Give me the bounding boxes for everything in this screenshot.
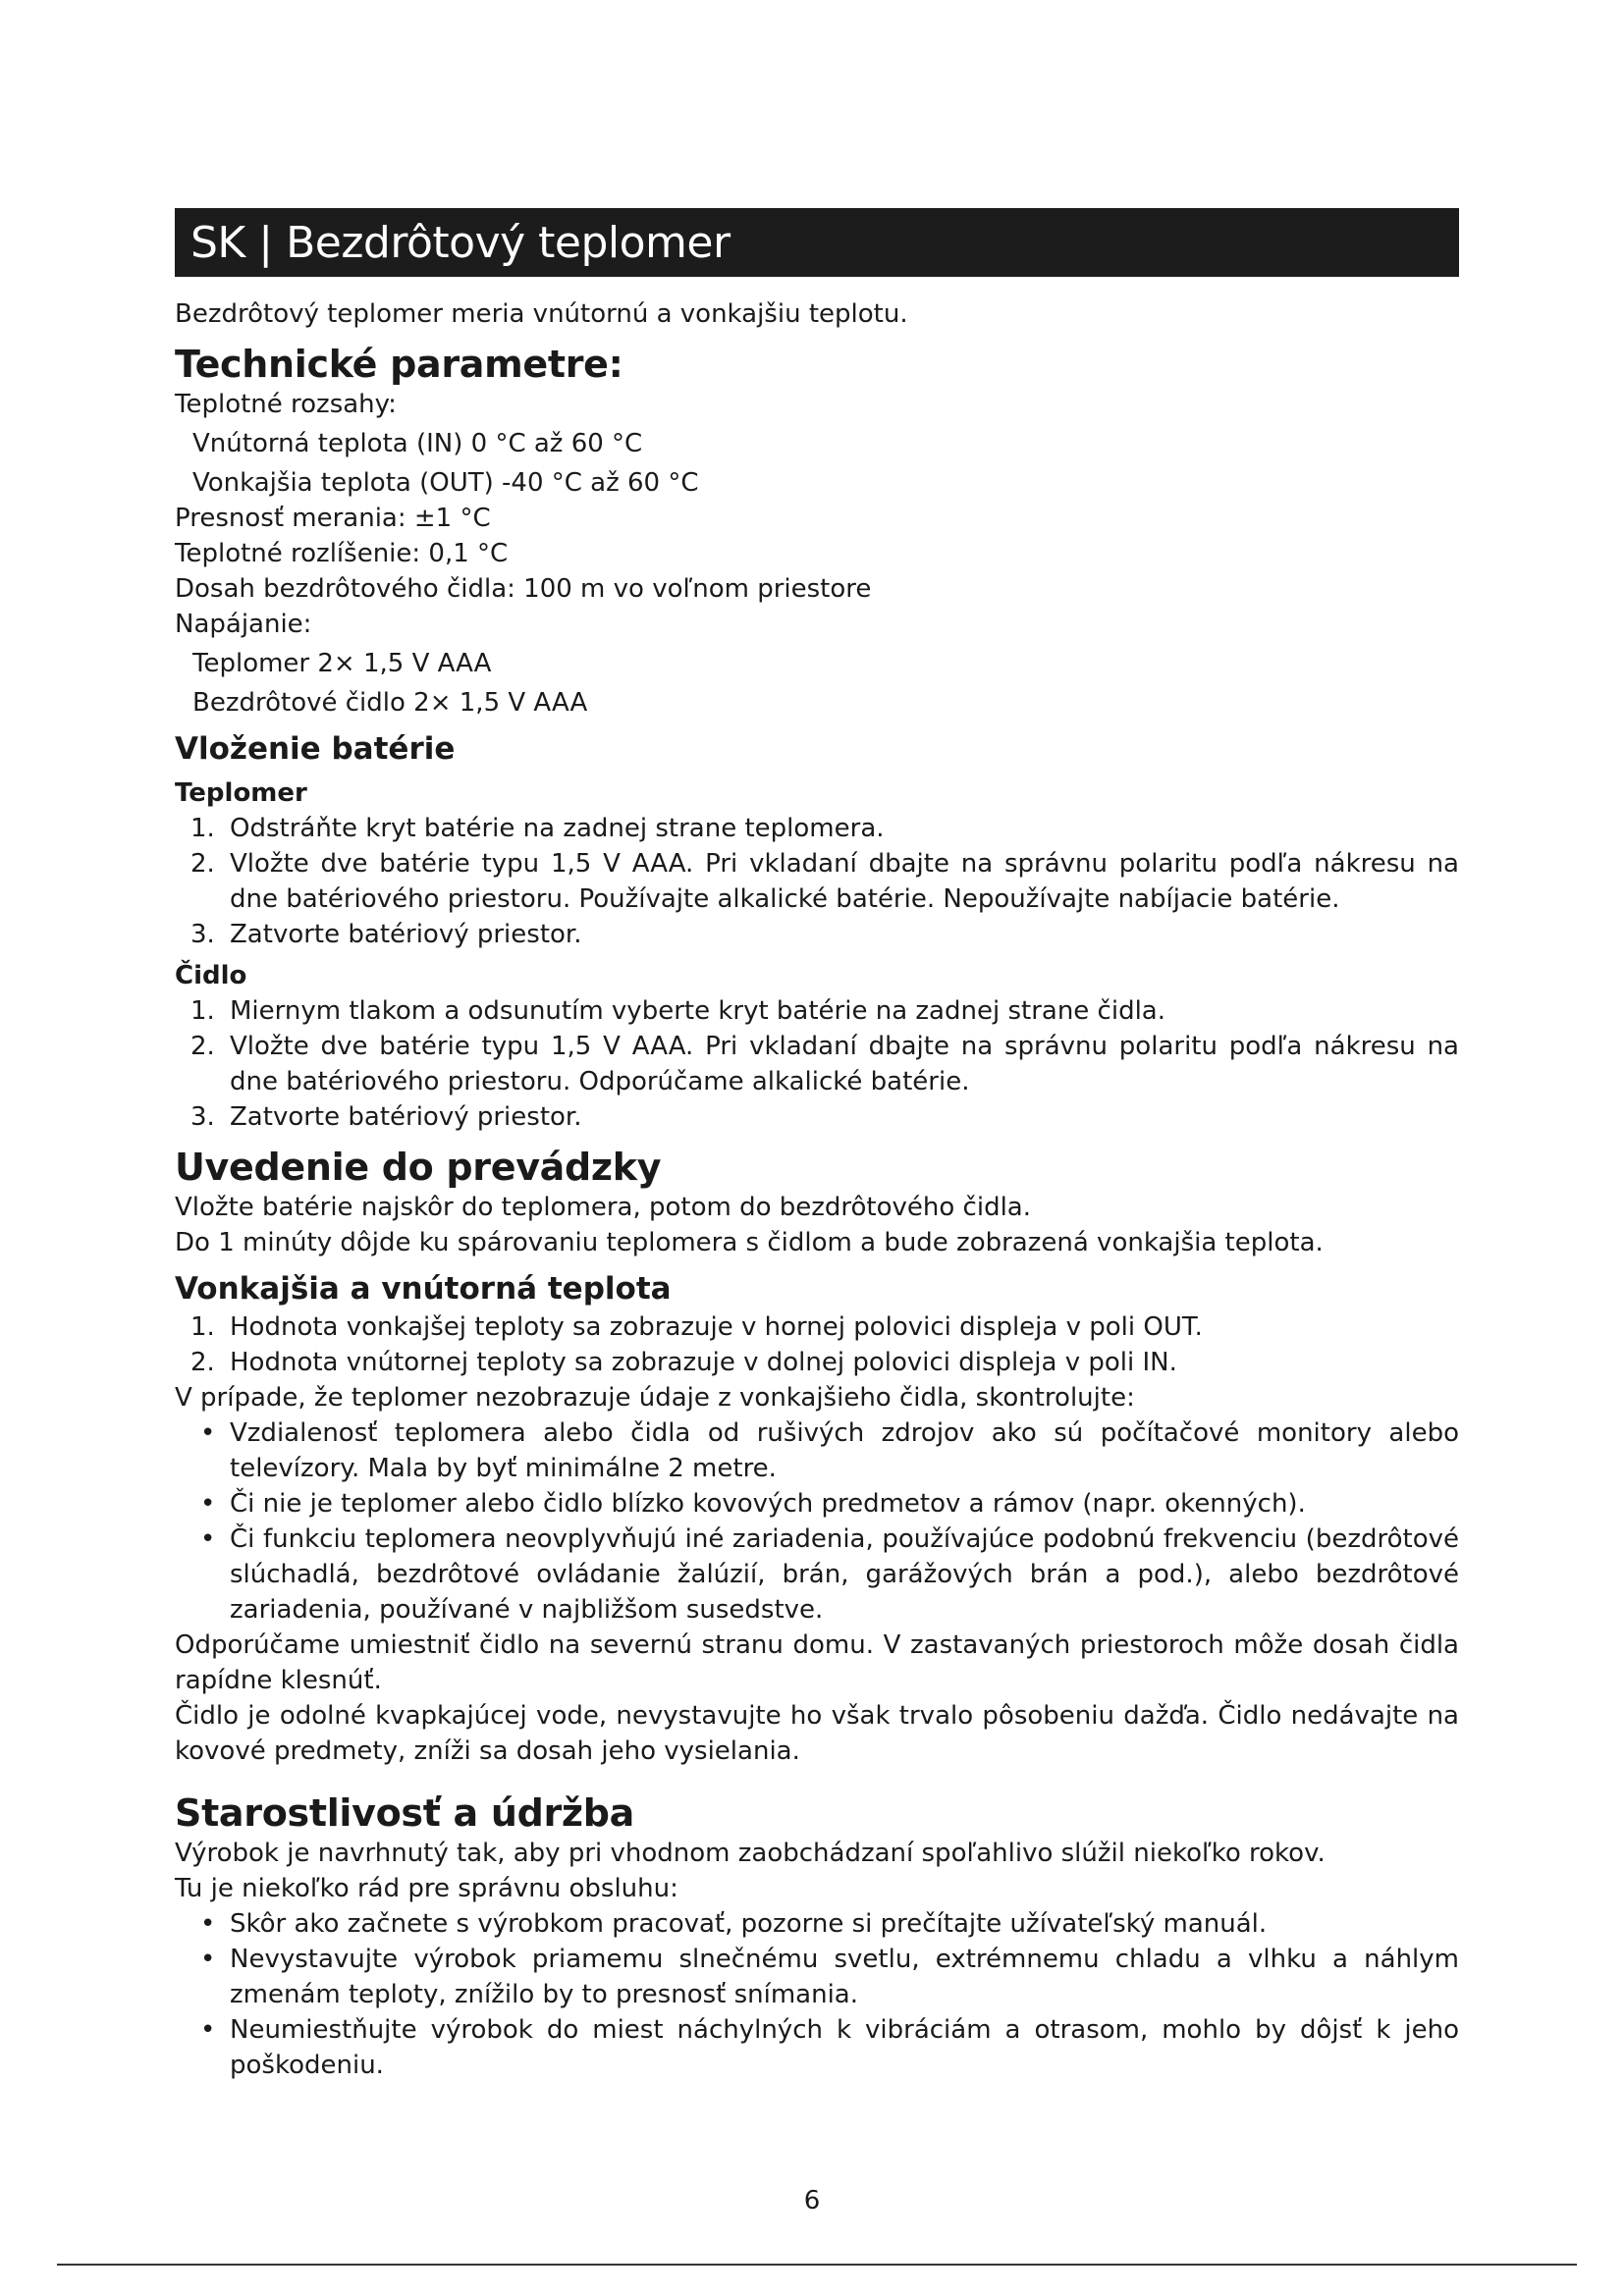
range-out: Vonkajšia teplota (OUT) -40 °C až 60 °C: [192, 468, 699, 498]
battery-sensor-heading: Čidlo: [175, 961, 247, 990]
list-item: 1. Hodnota vonkajšej teploty sa zobrazuje v hornej polovici displeja v poli OUT.: [190, 1312, 1203, 1342]
check-intro: V prípade, že teplomer nezobrazuje údaje z vonkajšieho čidla, skontrolujte:: [175, 1383, 1135, 1413]
resolution: Teplotné rozlíšenie: 0,1 °C: [175, 539, 509, 568]
waterproof-text: Čidlo je odolné kvapkajúcej vode, nevystavujte ho však trvalo pôsobeniu dažďa. Čidlo nedávajte na kovové predmety, zníži sa dosah jeho vysielania.: [175, 1701, 1459, 1766]
power-list: [175, 646, 1459, 721]
list-item: 1. Miernym tlakom a odsunutím vyberte kryt batérie na zadnej strane čidla.: [190, 996, 1165, 1026]
care-tips: [175, 1906, 1459, 2083]
battery-heading: Vloženie batérie: [175, 731, 456, 767]
list-item: 1. Odstráňte kryt batérie na zadnej strane teplomera.: [190, 814, 885, 843]
list-item: • Neumiestňujte výrobok do miest náchylných k vibráciám a otrasom, mohlo by dôjsť k jeho poškodeniu.: [200, 2015, 1459, 2080]
power-label: Napájanie:: [175, 610, 312, 639]
ranges-list: [175, 426, 1459, 501]
temps-steps: [175, 1309, 1459, 1380]
page-title: SK | Bezdrôtový teplomer: [175, 208, 1459, 277]
list-item: 2. Vložte dve batérie typu 1,5 V AAA. Pri vkladaní dbajte na správnu polaritu podľa nákresu na dne batériového priestoru. Používajte alkalické batérie. Nepoužívajte nabíjacie batérie.: [190, 849, 1459, 914]
list-item: 2. Hodnota vnútornej teploty sa zobrazuje v dolnej polovici displeja v poli IN.: [190, 1348, 1177, 1377]
accuracy: Presnosť merania: ±1 °C: [175, 504, 491, 533]
startup-line-2: Do 1 minúty dôjde ku spárovaniu teplomera s čidlom a bude zobrazená vonkajšia teplota.: [175, 1228, 1324, 1257]
range-in: Vnútorná teplota (IN) 0 °C až 60 °C: [192, 429, 643, 458]
battery-thermometer-steps: [175, 811, 1459, 952]
list-item: 3. Zatvorte batériový priestor.: [190, 1102, 582, 1132]
ranges-label: Teplotné rozsahy:: [175, 390, 397, 419]
temps-heading: Vonkajšia a vnútorná teplota: [175, 1271, 672, 1307]
list-item: • Nevystavujte výrobok priamemu slnečnému svetlu, extrémnemu chladu a vlhku a náhlym zmenám teploty, znížilo by to presnosť snímania.: [200, 1945, 1459, 2009]
startup-line-1: Vložte batérie najskôr do teplomera, potom do bezdrôtového čidla.: [175, 1193, 1032, 1222]
battery-sensor-steps: [175, 993, 1459, 1135]
recommend-text: Odporúčame umiestniť čidlo na severnú stranu domu. V zastavaných priestoroch môže dosah čidla rapídne klesnúť.: [175, 1630, 1459, 1695]
list-item: • Či funkciu teplomera neovplyvňujú iné zariadenia, používajúce podobnú frekvenciu (bezdrôtové slúchadlá, bezdrôtové ovládanie žalúzií, brán, garážových brán a pod.), alebo bezdrôtové zariadenia, používané v najbližšom susedstve.: [200, 1524, 1459, 1625]
page-number: 6: [803, 2186, 821, 2216]
battery-thermometer-heading: Teplomer: [175, 778, 307, 808]
footer-divider: [57, 2264, 1577, 2266]
power-sensor: Bezdrôtové čidlo 2× 1,5 V AAA: [192, 688, 588, 718]
care-line-1: Výrobok je navrhnutý tak, aby pri vhodnom zaobchádzaní spoľahlivo slúžil niekoľko rokov.: [175, 1839, 1326, 1868]
manual-page: [175, 208, 1459, 2083]
care-line-2: Tu je niekoľko rád pre správnu obsluhu:: [175, 1874, 678, 1903]
intro-text: Bezdrôtový teplomer meria vnútornú a vonkajšiu teplotu.: [175, 299, 908, 329]
startup-heading: Uvedenie do prevádzky: [175, 1146, 662, 1189]
power-thermometer: Teplomer 2× 1,5 V AAA: [192, 649, 492, 678]
list-item: 2. Vložte dve batérie typu 1,5 V AAA. Pri vkladaní dbajte na správnu polaritu podľa nákresu na dne batériového priestoru. Odporúčame alkalické batérie.: [190, 1032, 1459, 1096]
list-item: • Či nie je teplomer alebo čidlo blízko kovových predmetov a rámov (napr. okenných).: [200, 1489, 1306, 1519]
sensor-range: Dosah bezdrôtového čidla: 100 m vo voľnom priestore: [175, 574, 872, 604]
list-item: • Skôr ako začnete s výrobkom pracovať, pozorne si prečítajte užívateľský manuál.: [200, 1909, 1268, 1939]
list-item: 3. Zatvorte batériový priestor.: [190, 920, 582, 949]
care-heading: Starostlivosť a údržba: [175, 1791, 634, 1835]
list-item: • Vzdialenosť teplomera alebo čidla od rušivých zdrojov ako sú počítačové monitory alebo televízory. Mala by byť minimálne 2 metre.: [200, 1418, 1459, 1483]
check-list: [175, 1415, 1459, 1628]
tech-params-heading: Technické parametre:: [175, 343, 623, 386]
